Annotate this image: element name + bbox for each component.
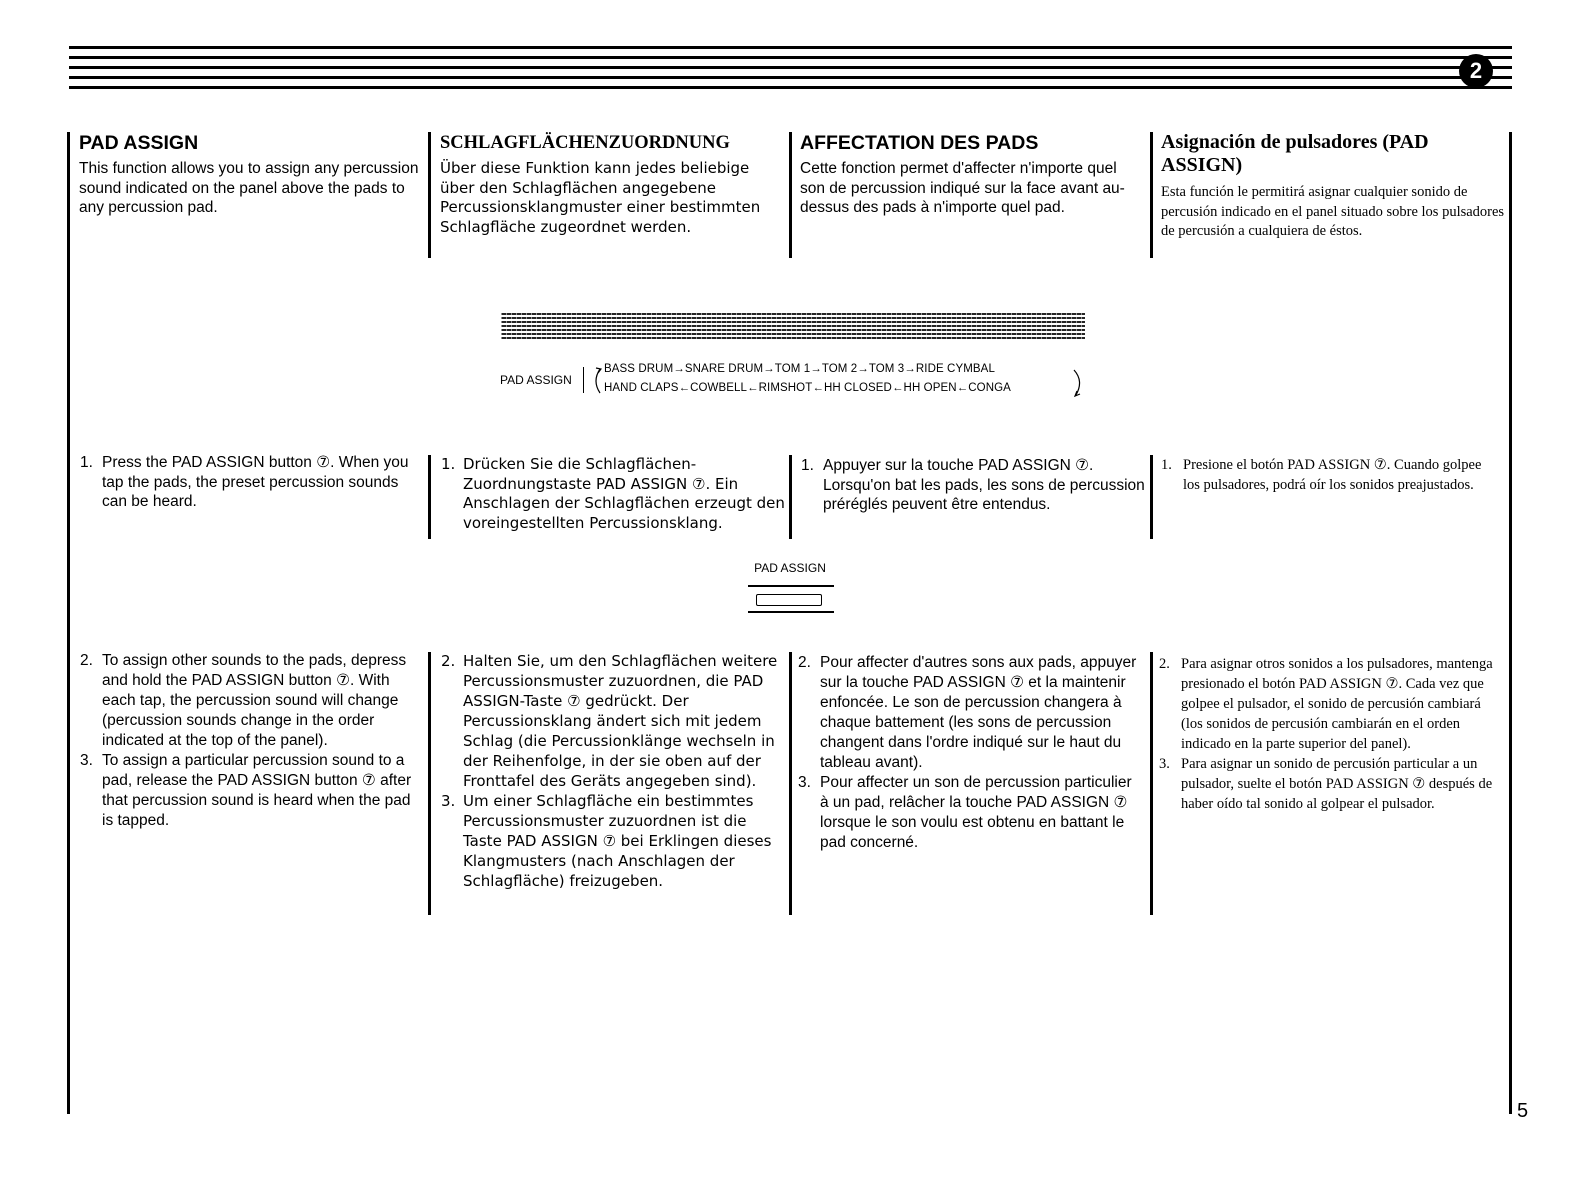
- fr-heading: AFFECTATION DES PADS: [800, 132, 1039, 154]
- de-step-3: 3. Um einer Schlagfläche ein bestimmtes Percussionsmuster zuzuordnen ist die Taste PAD ASSIGN ⑦ bei Erklingen dieses Klangmusters (nach Anschlagen der Schlagfläche) freizugeben.: [441, 792, 772, 890]
- es-step2-rule: [1150, 652, 1153, 915]
- es-step-2: 2. Para asignar otros sonidos a los pulsadores, mantenga presionado el botón PAD ASSIGN ⑦. Cada vez que golpee el pulsador, el sonido de percusión cambiará (los sonidos de percusión cambiarán en el orden indicado en la parte superior del panel).: [1159, 656, 1493, 752]
- en-step-2: 2. To assign other sounds to the pads, depress and hold the PAD ASSIGN button ⑦. With each tap, the percussion sound will change (percussion sounds change in the order indicated at the top of the panel).: [80, 652, 407, 749]
- loop-arrow-right: [1072, 367, 1086, 399]
- es-intro-text: Esta función le permitirá asignar cualquier sonido de percusión indicado en el panel situado sobre los pulsadores de percusión a cualquiera de éstos.: [1161, 184, 1505, 239]
- es-intro-rule: [1150, 132, 1153, 258]
- de-step-1: 1. Drücken Sie die Schlagflächen-Zuordnungstaste PAD ASSIGN ⑦. Ein Anschlagen der Schlagflächen erzeugt den voreingestellten Percussionsklang.: [441, 455, 785, 532]
- es-step23-list: [1159, 654, 1504, 814]
- sound-order-diagram: [500, 363, 1090, 403]
- de-step1-rule: [428, 455, 431, 539]
- right-margin-rule: [1509, 132, 1512, 1114]
- en-step23-list: [80, 651, 425, 831]
- en-step-1: 1. Press the PAD ASSIGN button ⑦. When you tap the pads, the preset percussion sounds can be heard.: [80, 454, 409, 510]
- fr-intro-rule: [789, 132, 792, 258]
- de-heading: SCHLAGFLÄCHENZUORDNUNG: [440, 133, 730, 153]
- en-step-3: 3. To assign a particular percussion sound to a pad, release the PAD ASSIGN button ⑦ after that percussion sound is heard when the pad is tapped.: [80, 752, 412, 829]
- panel-illustration-texture: [501, 312, 1085, 339]
- chapter-badge: 2: [1459, 54, 1493, 88]
- button-figure-bottom-rule: [748, 611, 834, 613]
- fr-step23-list: [798, 653, 1143, 853]
- button-figure-top-rule: [748, 585, 834, 587]
- es-step-1: 1. Presione el botón PAD ASSIGN ⑦. Cuando golpee los pulsadores, podrá oír los sonidos preajustados.: [1161, 457, 1482, 493]
- header-rule-5: [69, 86, 1512, 89]
- diagram-bottom-row: HAND CLAPS←COWBELL←RIMSHOT←HH CLOSED←HH OPEN←CONGA: [604, 382, 1011, 394]
- es-heading: Asignación de pulsadores (PAD ASSIGN): [1161, 131, 1429, 176]
- de-step-2: 2. Halten Sie, um den Schlagflächen weitere Percussionsmuster zuzuordnen, die PAD ASSIGN-Taste ⑦ gedrückt. Der Percussionsklang ändert sich mit jedem Schlag (die Percussionklänge wechseln in der Reihenfolge, in der sie oben auf der Fronttafel des Geräts angegeben sind).: [441, 652, 778, 790]
- diagram-top-row: BASS DRUM→SNARE DRUM→TOM 1→TOM 2→TOM 3→RIDE CYMBAL: [604, 363, 995, 375]
- page-number: 5: [1517, 1100, 1529, 1122]
- button-figure-label: PAD ASSIGN: [754, 561, 826, 575]
- fr-step1-rule: [789, 455, 792, 539]
- de-step1-list: [441, 455, 786, 533]
- de-step2-rule: [428, 652, 431, 915]
- fr-step1-list: [801, 456, 1146, 515]
- fr-step-1: 1. Appuyer sur la touche PAD ASSIGN ⑦. Lorsqu'on bat les pads, les sons de percussion préréglés peuvent être entendus.: [801, 457, 1145, 513]
- de-intro-rule: [428, 132, 431, 258]
- header-rule-3: [69, 66, 1512, 69]
- en-step1-list: [80, 453, 410, 512]
- header-rule-4: [69, 76, 1512, 79]
- en-intro-section: [79, 131, 419, 218]
- pad-assign-button: [756, 594, 822, 606]
- de-step23-list: [441, 651, 789, 891]
- diagram-divider: [583, 367, 584, 393]
- en-intro-text: This function allows you to assign any percussion sound indicated on the panel above the pads to any percussion pad.: [79, 160, 419, 216]
- es-intro-section: [1161, 131, 1506, 242]
- header-rule-2: [69, 56, 1512, 59]
- de-intro-text: Über diese Funktion kann jedes beliebige über den Schlagflächen angegebene Percussionsklangmuster einer bestimmten Schlagfläche zugeordnet werden.: [440, 159, 761, 236]
- es-step-3: 3. Para asignar un sonido de percusión particular a un pulsador, suelte el botón PAD ASSIGN ⑦ después de haber oído tal sonido al golpear el pulsador.: [1159, 756, 1493, 812]
- es-step1-rule: [1150, 455, 1153, 539]
- en-heading: PAD ASSIGN: [79, 132, 199, 154]
- fr-step-3: 3. Pour affecter un son de percussion particulier à un pad, relâcher la touche PAD ASSIGN ⑦ lorsque le son voulu est obtenu en battant le pad concerné.: [798, 774, 1132, 851]
- loop-arrow-left: [590, 365, 602, 397]
- pad-assign-button-figure: [740, 561, 840, 621]
- de-intro-section: [440, 131, 785, 237]
- es-step1-list: [1161, 456, 1501, 495]
- header-rule-1: [69, 46, 1512, 49]
- fr-intro-section: [800, 131, 1145, 218]
- diagram-label: PAD ASSIGN: [500, 373, 572, 387]
- fr-step-2: 2. Pour affecter d'autres sons aux pads, appuyer sur la touche PAD ASSIGN ⑦ et la maintenir enfoncée. Le son de percussion changera à chaque battement (les sons de percussion changent dans l'ordre indiqué sur le haut du tableau avant).: [798, 654, 1137, 771]
- fr-step2-rule: [789, 652, 792, 915]
- fr-intro-text: Cette fonction permet d'affecter n'importe quel son de percussion indiqué sur la face avant au-dessus des pads à n'importe quel pad.: [800, 160, 1125, 216]
- left-margin-rule: [67, 132, 70, 1114]
